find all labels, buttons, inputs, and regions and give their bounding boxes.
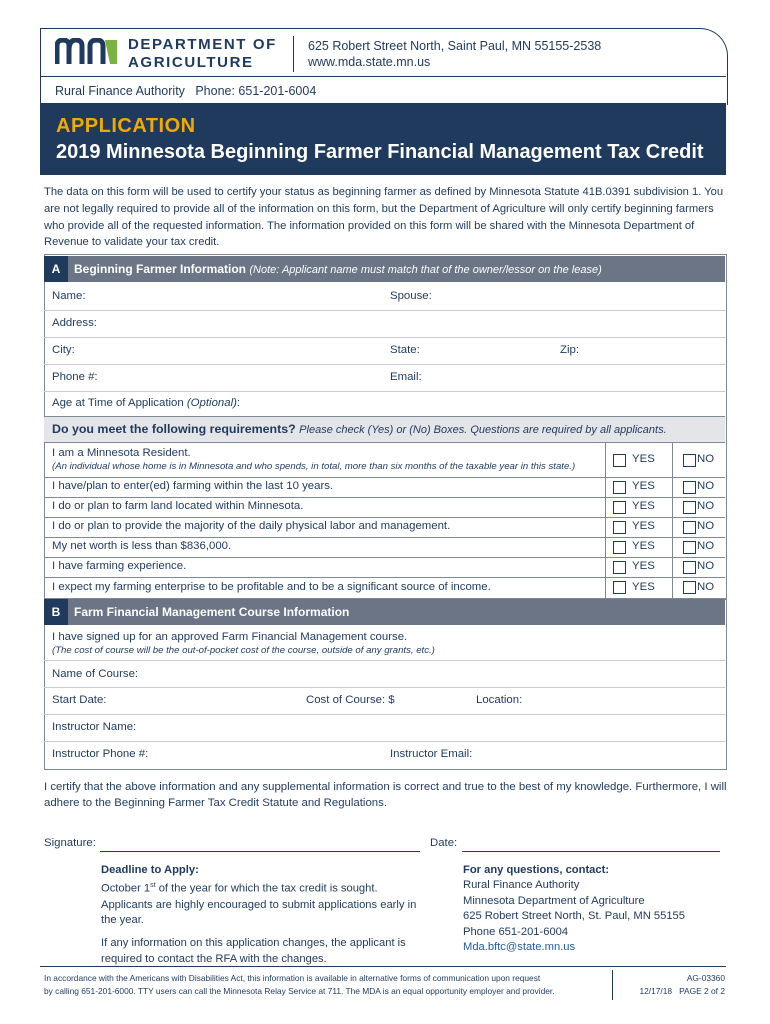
yes-label-6: YES: [632, 560, 655, 572]
header-address: [308, 38, 601, 70]
header-rule: [40, 76, 726, 77]
instructor-phone-field[interactable]: Instructor Phone #:: [52, 748, 149, 760]
no-checkbox-1[interactable]: [683, 454, 696, 467]
no-label-4: NO: [697, 520, 715, 532]
yes-label-4: YES: [632, 520, 655, 532]
location-field[interactable]: Location:: [476, 694, 523, 706]
authority-line: Rural Finance Authority Phone: 651-201-6004: [55, 84, 317, 98]
no-label-1: NO: [697, 453, 715, 465]
age-field[interactable]: [52, 397, 240, 409]
deadline-changes-note: If any information on this application changes, the applicant is required to contact the RFA with the changes.: [101, 937, 406, 965]
section-a-letter: A: [44, 256, 68, 282]
yes-checkbox-2[interactable]: [613, 481, 626, 494]
yes-label-1: YES: [632, 453, 655, 465]
address-line1: 625 Robert Street North, Saint Paul, MN 55155-2538: [308, 39, 602, 53]
form-date: 12/17/18: [639, 985, 673, 996]
contact-block: [463, 863, 725, 955]
contact-title: For any questions, contact:: [463, 864, 610, 876]
signature-label: Signature:: [44, 837, 96, 849]
section-a-note: (Note: Applicant name must match that of the owner/lessor on the lease): [249, 264, 602, 276]
requirements-note: Please check (Yes) or (No) Boxes. Questions are required by all applicants.: [299, 424, 667, 436]
no-checkbox-3[interactable]: [683, 501, 696, 514]
form-meta: [620, 972, 725, 997]
application-label: APPLICATION: [56, 115, 196, 137]
page-number: PAGE 2 of 2: [679, 985, 725, 996]
contact-phone: Phone 651-201-6004: [463, 925, 569, 938]
requirement-text-4: I do or plan to provide the majority of the daily physical labor and management.: [52, 520, 451, 532]
ada-line1: In accordance with the Americans with Disabilities Act, this information is available in alternative forms of communication upon request: [44, 973, 541, 983]
requirement-subtext-1: (An individual whose home is in Minnesota and who spends, in total, more than six months of the taxable year in this state.): [52, 461, 576, 472]
yes-label-3: YES: [632, 500, 655, 512]
address-line2: www.mda.state.mn.us: [308, 55, 431, 69]
requirements-title: Do you meet the following requirements?: [52, 422, 296, 436]
yes-label-5: YES: [632, 540, 655, 552]
age-optional-note: (Optional): [186, 397, 237, 409]
phone-field[interactable]: Phone #:: [52, 371, 98, 383]
requirements-header: [44, 416, 725, 443]
age-colon: :: [236, 397, 241, 409]
section-b-title: Farm Financial Management Course Information: [74, 605, 350, 619]
course-name-row: [44, 660, 725, 688]
contact-email-link[interactable]: Mda.bftc@state.mn.us: [463, 941, 576, 954]
signature-line[interactable]: [100, 851, 420, 852]
no-label-5: NO: [697, 540, 715, 552]
requirement-text-7: I expect my farming enterprise to be profitable and to be a significant source of income.: [52, 581, 491, 593]
no-label-7: NO: [697, 581, 715, 593]
no-checkbox-5[interactable]: [683, 541, 696, 554]
requirement-text-5: My net worth is less than $836,000.: [52, 540, 232, 552]
mn-logo-icon: [55, 38, 119, 66]
ada-notice: [44, 972, 604, 997]
ada-line2: by calling 651-201-6000. TTY users can call the Minnesota Relay Service at 711. The MDA is an equal opportunity employer and provider.: [44, 985, 555, 996]
no-checkbox-7[interactable]: [683, 581, 696, 594]
yes-checkbox-6[interactable]: [613, 561, 626, 574]
city-field[interactable]: City:: [52, 344, 75, 356]
city-row: [44, 337, 725, 365]
address-row: [44, 310, 725, 338]
phone-row: [44, 364, 725, 392]
name-field[interactable]: Name:: [52, 290, 86, 302]
department-line2: AGRICULTURE: [128, 54, 254, 71]
yes-checkbox-4[interactable]: [613, 521, 626, 534]
date-line[interactable]: [462, 851, 720, 852]
title-banner: [40, 103, 726, 175]
course-signup-row: [44, 625, 725, 661]
footer-rule: [40, 966, 726, 967]
form-title: 2019 Minnesota Beginning Farmer Financial Management Tax Credit: [56, 141, 704, 163]
age-label: Age at Time of Application: [52, 397, 184, 409]
yes-checkbox-1[interactable]: [613, 454, 626, 467]
spouse-field[interactable]: Spouse:: [390, 290, 432, 302]
no-label-6: NO: [697, 560, 715, 572]
no-checkbox-4[interactable]: [683, 521, 696, 534]
course-details-row: [44, 687, 725, 715]
course-cost-note: (The cost of course will be the out-of-pocket cost of the course, outside of any grants, etc.): [52, 645, 435, 656]
zip-field[interactable]: Zip:: [560, 344, 579, 356]
deadline-date-rest: of the year for which the tax credit is sought.: [155, 883, 378, 896]
deadline-date: October 1: [101, 883, 151, 896]
course-name-field[interactable]: Name of Course:: [52, 668, 139, 680]
contact-org: Rural Finance Authority: [463, 879, 580, 892]
requirement-text-1: I am a Minnesota Resident.: [52, 447, 191, 459]
department-line1: DEPARTMENT OF: [128, 36, 277, 53]
intro-paragraph: The data on this form will be used to certify your status as beginning farmer as defined by Minnesota Statute 41B.0391 subdivision 1. You are not legally required to provide all of the information on this form, but the Department of Agriculture will only certify beginning farmers who provide all of the requested information. The information provided on this form will be shared with the Minnesota Department of Revenue to validate your tax credit.: [44, 186, 724, 249]
instructor-name-row: [44, 714, 725, 742]
requirement-text-6: I have farming experience.: [52, 560, 187, 572]
yes-checkbox-7[interactable]: [613, 581, 626, 594]
start-date-field[interactable]: Start Date:: [52, 694, 107, 706]
contact-dept: Minnesota Department of Agriculture: [463, 894, 645, 907]
requirement-text-2: I have/plan to enter(ed) farming within the last 10 years.: [52, 480, 334, 492]
section-a-title: Beginning Farmer Information: [74, 262, 247, 276]
no-label-2: NO: [697, 480, 715, 492]
email-field[interactable]: Email:: [390, 371, 422, 383]
section-b-letter: B: [44, 599, 68, 625]
deadline-date-suffix: st: [150, 882, 156, 890]
no-label-3: NO: [697, 500, 715, 512]
form-id: AG-03360: [686, 973, 725, 983]
instructor-email-field[interactable]: Instructor Email:: [390, 748, 473, 760]
date-label: Date:: [430, 837, 458, 849]
instructor-name-field[interactable]: Instructor Name:: [52, 721, 137, 733]
yes-checkbox-3[interactable]: [613, 501, 626, 514]
section-b-header: [44, 599, 725, 625]
state-field[interactable]: State:: [390, 344, 420, 356]
contact-address: 625 Robert Street North, St. Paul, MN 55155: [463, 910, 686, 923]
yes-label-2: YES: [632, 480, 655, 492]
address-field[interactable]: Address:: [52, 317, 97, 329]
department-name: [128, 36, 277, 72]
deadline-early-note: Applicants are highly encouraged to submit applications early in the year.: [101, 898, 417, 926]
instructor-contact-row: [44, 741, 725, 768]
course-cost-field[interactable]: Cost of Course: $: [306, 694, 395, 706]
no-checkbox-2[interactable]: [683, 481, 696, 494]
requirement-text-3: I do or plan to farm land located within Minnesota.: [52, 500, 304, 512]
course-signup-text: I have signed up for an approved Farm Financial Management course.: [52, 631, 408, 643]
age-row: [44, 391, 725, 416]
section-a-header: [44, 256, 725, 282]
name-row: [44, 282, 725, 311]
no-checkbox-6[interactable]: [683, 561, 696, 574]
deadline-title: Deadline to Apply:: [101, 864, 199, 876]
yes-label-7: YES: [632, 581, 655, 593]
deadline-block: [101, 863, 423, 967]
header-divider: [293, 36, 294, 72]
yes-checkbox-5[interactable]: [613, 541, 626, 554]
footer-divider: [612, 970, 613, 1000]
certification-statement: I certify that the above information and any supplemental information is correct and true to the best of my knowledge. Furthermore, I will adhere to the Beginning Farmer Tax Credit Statute and Regulations.: [44, 781, 727, 809]
